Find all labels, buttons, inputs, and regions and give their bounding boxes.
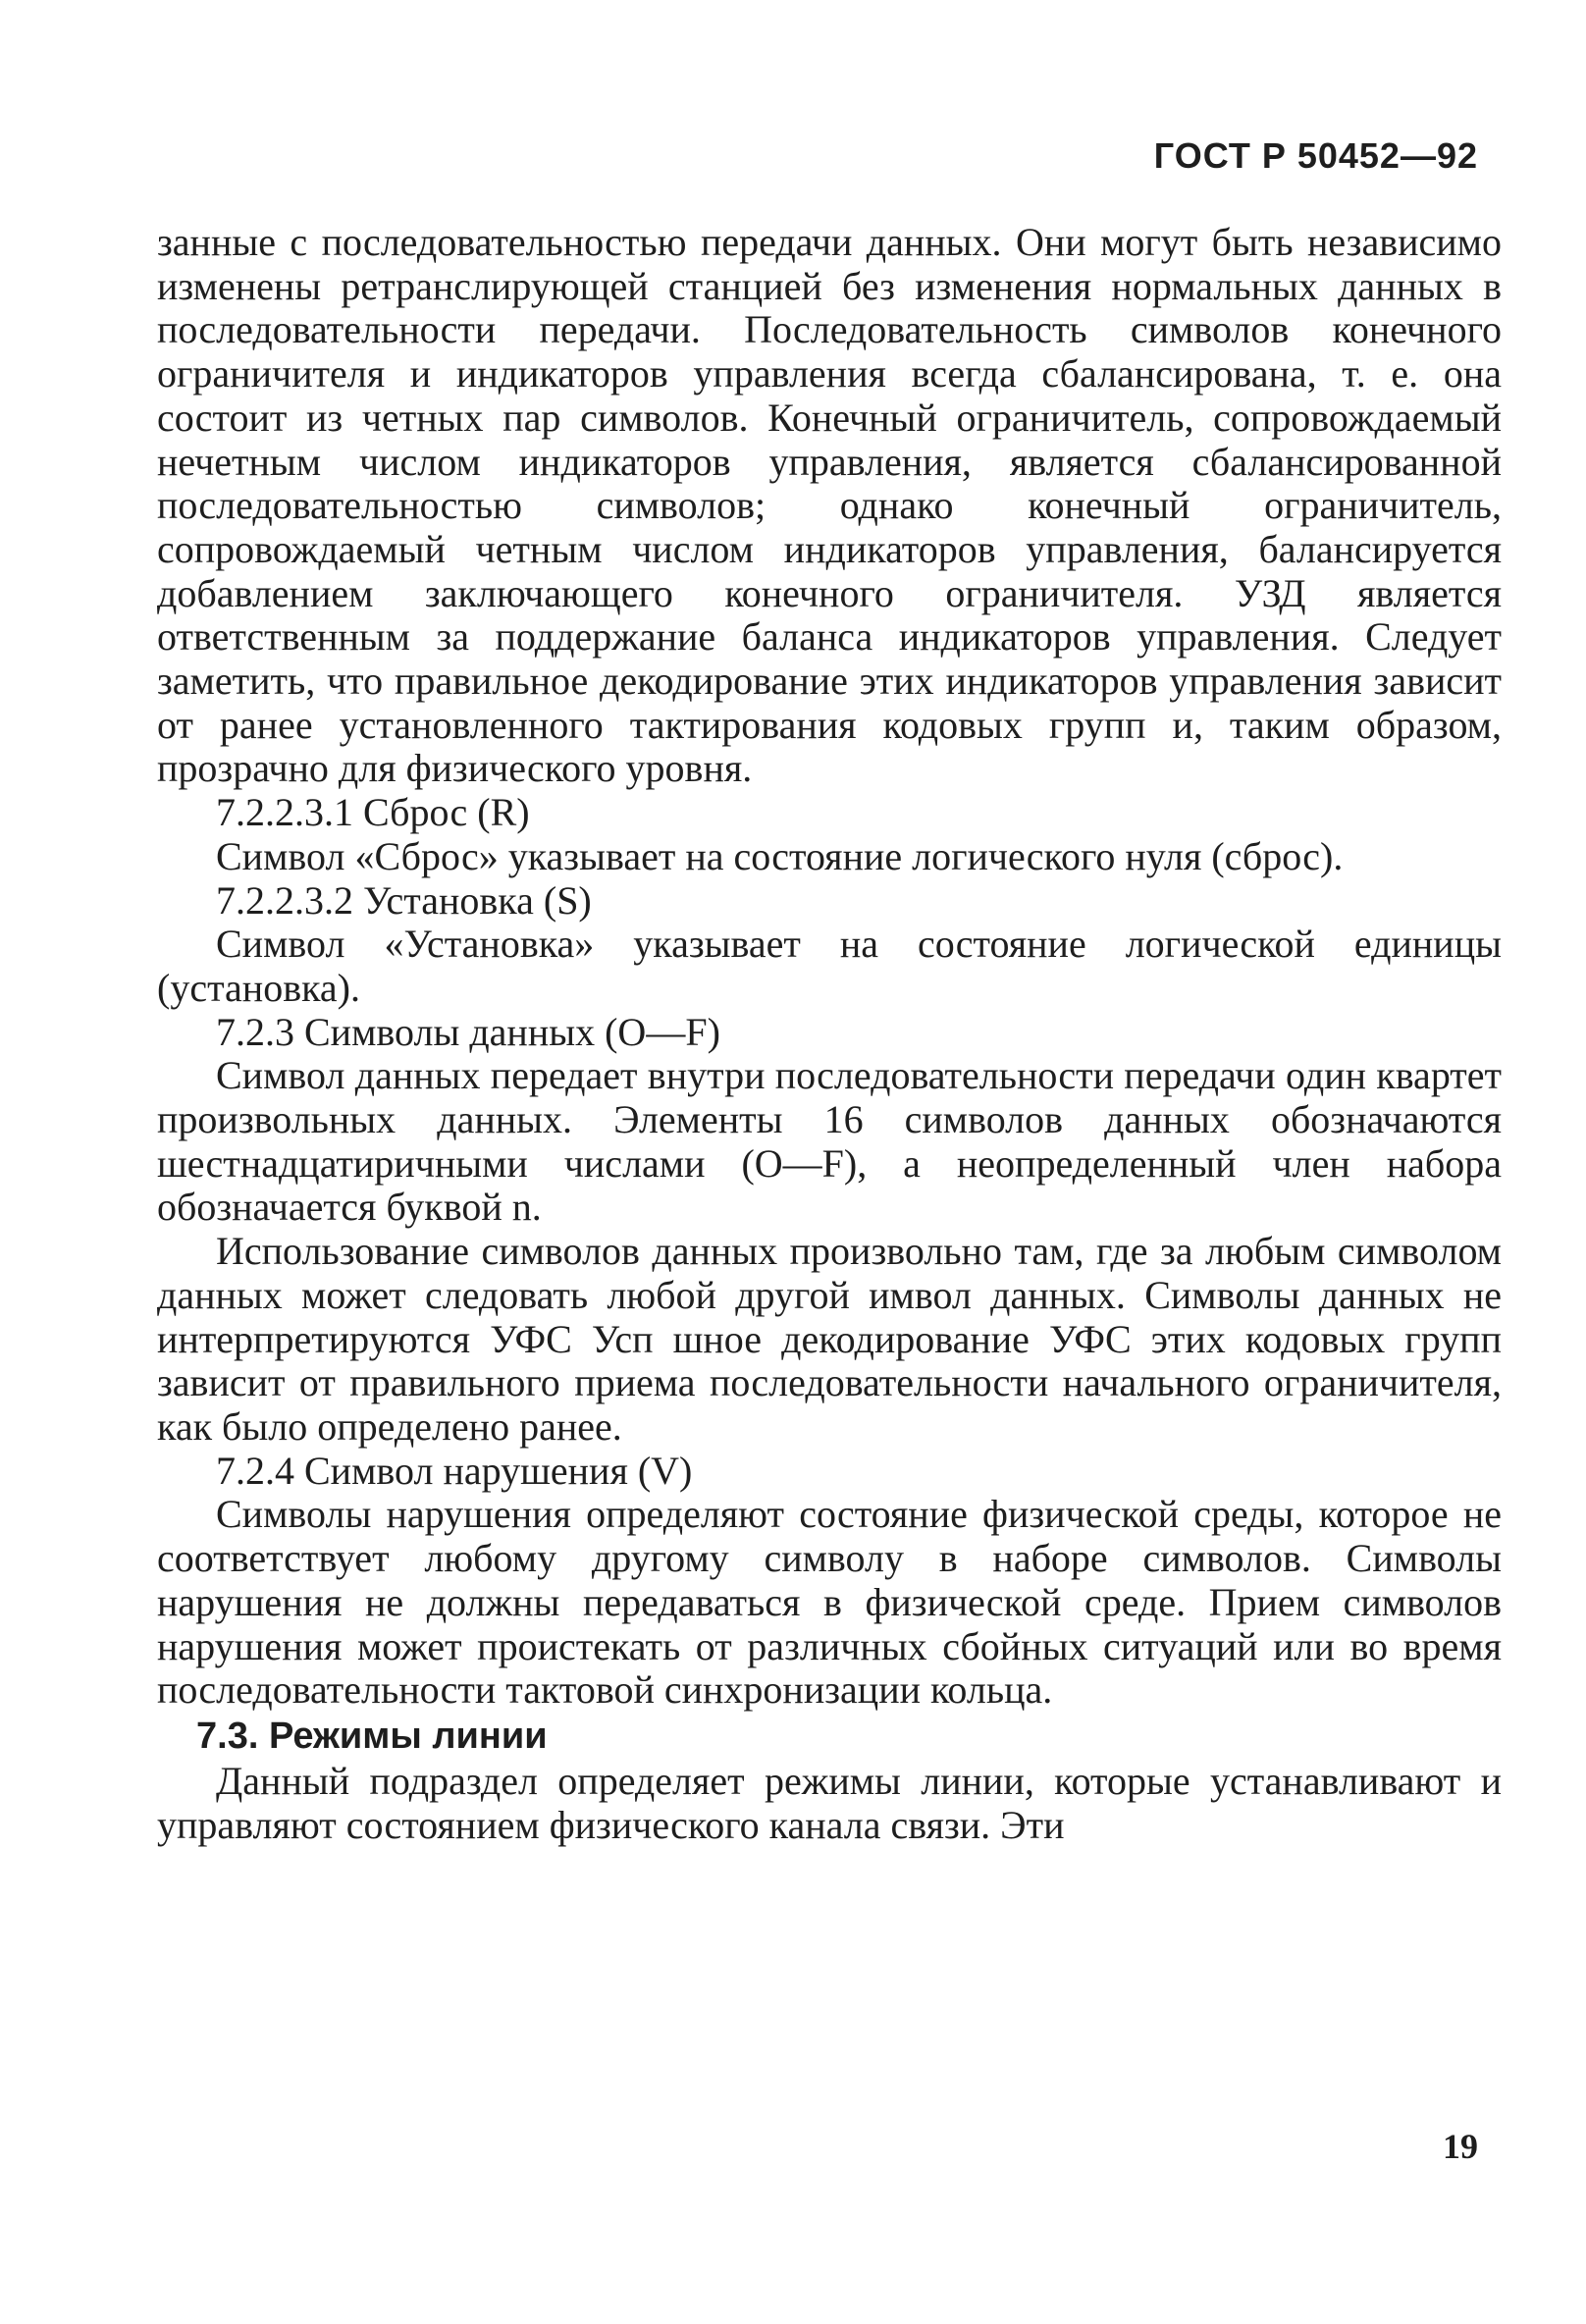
heading-reset: 7.2.2.3.1 Сброс (R) — [216, 790, 530, 835]
page-number: 19 — [1443, 2127, 1478, 2166]
heading-set: 7.2.2.3.2 Установка (S) — [216, 877, 592, 923]
paragraph-reset: Символ «Сброс» указывает на состояние логического нуля (сброс). — [216, 833, 1344, 878]
paragraph-violation-symbol: Символы нарушения определяют состояние физической среды, которое не соответствует любому другому символу в наборе символов. Символы нарушения не должны передаваться в физической среде. Прием символов нарушения может проистекать от различных сбойных ситуаций или во время последовательности тактовой синхронизации кольца. — [157, 1492, 1502, 1713]
heading-violation-symbol: 7.2.4 Символ нарушения (V) — [216, 1448, 693, 1493]
paragraph-continuation: занные с последовательностью передачи данных. Они могут быть независимо изменены ретранслирующей станцией без изменения нормальных данных в последовательности передачи. Последовательность символов конечного ограничителя и индикаторов управления всегда сбалансирована, т. е. она состоит из четных пар символов. Конечный ограничитель, сопровождаемый нечетным числом индикаторов управления, является сбалансированной последовательностью символов; однако конечный ограничитель, сопровождаемый четным числом индикаторов управления, балансируется добавлением заключающего конечного ограничителя. УЗД является ответственным за поддержание баланса индикаторов управления. Следует заметить, что правильное декодирование этих индикаторов управления зависит от ранее установленного тактирования кодовых групп и, таким образом, прозрачно для физического уровня. — [157, 220, 1502, 791]
paragraph-set: Символ «Установка» указывает на состояние логической единицы (установка). — [157, 922, 1502, 1010]
paragraph-line-modes: Данный подраздел определяет режимы линии, которые устанавливают и управляют состоянием физического канала связи. Эти — [157, 1758, 1502, 1847]
document-header: ГОСТ Р 50452—92 — [1153, 135, 1478, 176]
paragraph-data-symbols-2: Использование символов данных произвольно там, где за любым символом данных может следовать любой другой имвол данных. Символы данных не интерпретируются УФС Усп шное декодирование УФС этих кодовых групп зависит от правильного приема последовательности начального ограничителя, как было определено ранее. — [157, 1229, 1502, 1449]
body-text — [157, 221, 1502, 1847]
section-heading-line-modes: 7.3. Режимы линии — [196, 1715, 548, 1757]
heading-data-symbols: 7.2.3 Символы данных (О—F) — [216, 1009, 720, 1054]
paragraph-data-symbols-1: Символ данных передает внутри последовательности передачи один квартет произвольных данных. Элементы 16 символов данных обозначаются шестнадцатиричными числами (О—F), а неопределенный член набора обозначается буквой n. — [157, 1053, 1502, 1230]
